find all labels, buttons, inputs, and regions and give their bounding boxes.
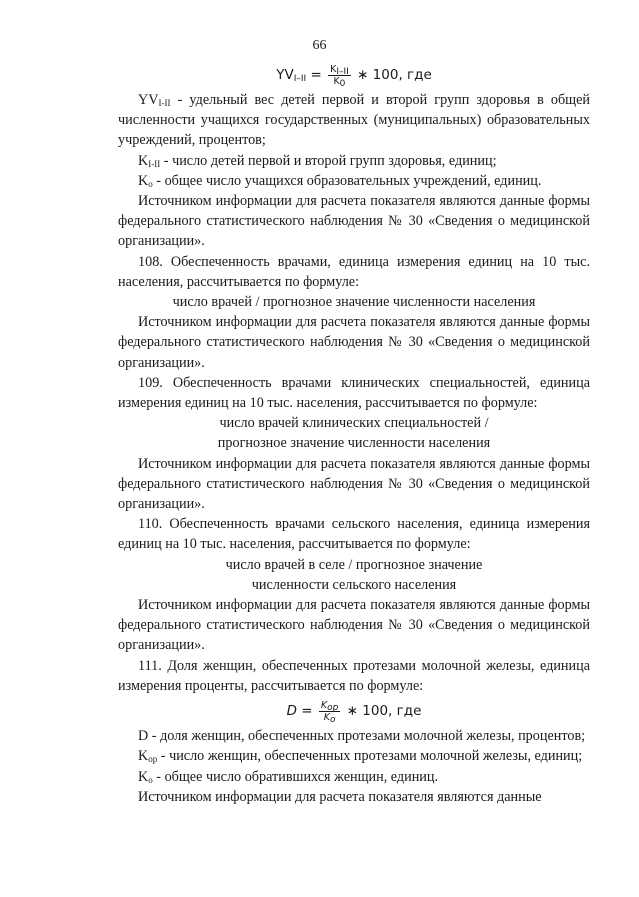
item-111: 111. Доля женщин, обеспеченных протезами молочной железы, единица измерения проценты, рассчитывается по формуле: <box>118 657 590 694</box>
formula-109-line2: прогнозное значение численности населения <box>217 435 491 452</box>
source-paragraph-last: Источником информации для расчета показателя являются данные <box>138 788 542 805</box>
formula-109-line1: число врачей клинических специальностей / <box>219 415 489 432</box>
formula-yv-fraction: $\frac{K_{I-II}}{K_0}$ <box>330 63 349 89</box>
definition-d: D - доля женщин, обеспеченных протезами молочной железы, процентов; <box>138 728 586 745</box>
page-number: 66 <box>312 38 327 53</box>
definition-k-o-women: $K_o$ - общее число обратившихся женщин, единиц. <box>138 768 439 785</box>
formula-yv-tail: ∗ 100, где <box>357 67 432 83</box>
formula-yv-lhs: $YV_{I-II}$ <box>276 67 307 84</box>
formula-d-fraction: $\frac{K_{op}}{K_o}$ <box>320 699 339 725</box>
source-paragraph: Источником информации для расчета показателя являются данные формы федерального статистического наблюдения № 30 «Сведения о медицинской организации». <box>118 314 590 371</box>
page-content <box>118 60 590 807</box>
item-110: 110. Обеспеченность врачами сельского населения, единица измерения единиц на 10 тыс. населения, рассчитывается по формуле: <box>118 516 590 553</box>
definition-k-i-ii: $K_{I-II}$ - число детей первой и второй групп здоровья, единиц; <box>138 152 497 169</box>
formula-110-line1: число врачей в селе / прогнозное значение <box>225 556 483 573</box>
formula-yv: $YV_{I-II}$ = $\frac{K_{I-II}}{K_0}$ ∗ 100, где <box>276 63 432 89</box>
formula-d-tail: ∗ 100, где <box>346 703 422 720</box>
item-108: 108. Обеспеченность врачами, единица измерения единиц на 10 тыс. населения, рассчитывается по формуле: <box>118 253 590 290</box>
formula-d-lhs: D <box>286 703 298 720</box>
source-paragraph: Источником информации для расчета показателя являются данные формы федерального статистического наблюдения № 30 «Сведения о медицинской организации». <box>118 597 590 654</box>
source-paragraph: Источником информации для расчета показателя являются данные формы федерального статистического наблюдения № 30 «Сведения о медицинской организации». <box>118 455 590 513</box>
formula-110-line2: численности сельского населения <box>251 576 457 593</box>
source-paragraph: Источником информации для расчета показателя являются данные формы федерального статистического наблюдения № 30 «Сведения о медицинской организации». <box>118 193 590 250</box>
definition-k-o: $K_o$ - общее число учащихся образовательных учреждений, единиц. <box>138 172 542 189</box>
formula-108: число врачей / прогнозное значение численности населения <box>172 294 536 311</box>
definition-yv: $YV_{I-II}$ - удельный вес детей первой и второй групп здоровья в общей численности учащихся государственных (муниципальных) образовательных учреждений, процентов; <box>118 92 590 149</box>
item-109: 109. Обеспеченность врачами клинических специальностей, единица измерения единиц на 10 тыс. населения, рассчитывается по формуле: <box>118 374 590 412</box>
definition-k-op: $K_{op}$ - число женщин, обеспеченных протезами молочной железы, единиц; <box>138 748 583 765</box>
formula-d: D = $\frac{K_{op}}{K_o}$ ∗ 100, где <box>286 699 422 725</box>
